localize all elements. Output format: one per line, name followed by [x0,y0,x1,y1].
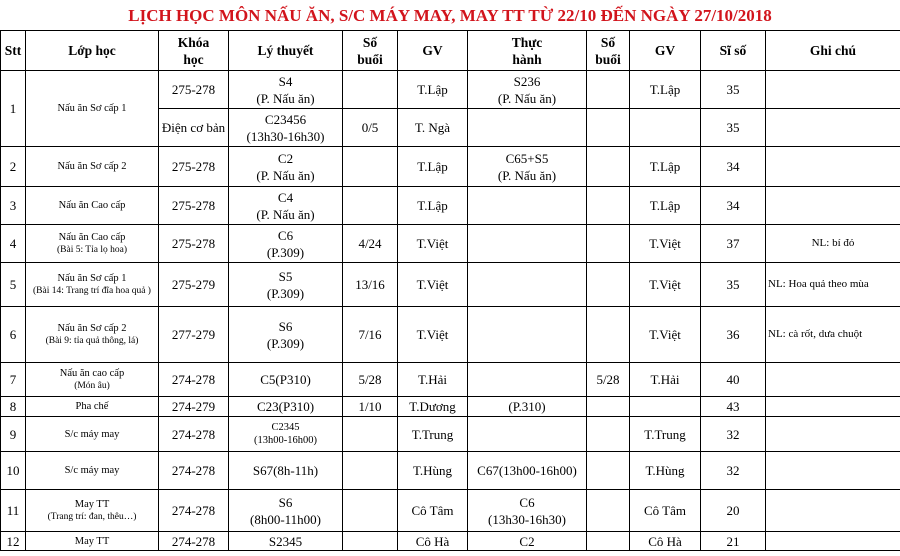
cell-thuc-hanh: C2 [468,532,587,551]
cell-lop-hoc: Pha chế [26,397,159,417]
cell-gv-th: T.Hải [630,363,701,397]
cell-gv-th [630,397,701,417]
cell-stt: 5 [1,263,26,307]
cell-thuc-hanh [468,363,587,397]
cell-si-so: 32 [701,452,766,490]
cell-gv-th: T.Hùng [630,452,701,490]
cell-ly-thuyet: C2 (P. Nấu ăn) [229,147,343,187]
cell-lop-hoc: Nấu ăn Sơ cấp 2 [26,147,159,187]
cell-gv-th: T.Lập [630,147,701,187]
header-gv-1: GV [398,31,468,71]
cell-si-so: 32 [701,417,766,452]
cell-thuc-hanh [468,263,587,307]
table-row [1,363,900,397]
cell-stt: 6 [1,307,26,363]
cell-lop-hoc: May TT [26,532,159,551]
header-lop-hoc: Lớp học [26,31,159,71]
cell-gv: T.Trung [398,417,468,452]
cell-ly-thuyet: C6 (P.309) [229,225,343,263]
cell-khoa-hoc: 275-278 [159,187,229,225]
cell-ly-thuyet: C23(P310) [229,397,343,417]
cell-gv-th: T.Lập [630,71,701,109]
cell-gv-th: T.Việt [630,307,701,363]
cell-ghi-chu [766,490,900,532]
cell-gv: T. Ngà [398,109,468,147]
cell-khoa-hoc: 274-278 [159,532,229,551]
cell-ghi-chu [766,417,900,452]
cell-so-buoi-th [587,452,630,490]
cell-so-buoi [343,417,398,452]
cell-ly-thuyet: S2345 [229,532,343,551]
header-gv-2: GV [630,31,701,71]
table-row [1,417,900,452]
cell-lop-hoc: Nấu ăn Sơ cấp 1 [26,71,159,147]
table-row [1,263,900,307]
cell-so-buoi [343,490,398,532]
header-stt: Stt [1,31,26,71]
cell-ly-thuyet: S6 (P.309) [229,307,343,363]
schedule-table [0,30,900,551]
cell-ghi-chu: NL: bí đỏ [766,225,900,263]
cell-gv: T.Lập [398,187,468,225]
cell-ly-thuyet: S5 (P.309) [229,263,343,307]
cell-ghi-chu [766,109,900,147]
cell-stt: 11 [1,490,26,532]
cell-lop-hoc: Nấu ăn Cao cấp [26,187,159,225]
cell-thuc-hanh [468,307,587,363]
cell-so-buoi-th [587,307,630,363]
cell-stt: 10 [1,452,26,490]
cell-lop-hoc: May TT (Trang trí: đan, thêu…) [26,490,159,532]
cell-ghi-chu [766,452,900,490]
cell-ly-thuyet: C23456 (13h30-16h30) [229,109,343,147]
cell-so-buoi-th [587,71,630,109]
cell-ghi-chu [766,397,900,417]
cell-gv: Cô Tâm [398,490,468,532]
header-ly-thuyet: Lý thuyết [229,31,343,71]
cell-si-so: 20 [701,490,766,532]
cell-si-so: 40 [701,363,766,397]
cell-ly-thuyet: C4 (P. Nấu ăn) [229,187,343,225]
cell-so-buoi-th [587,417,630,452]
cell-so-buoi-th [587,490,630,532]
cell-khoa-hoc: 275-278 [159,147,229,187]
cell-ly-thuyet: C5(P310) [229,363,343,397]
cell-si-so: 34 [701,147,766,187]
cell-gv: T.Việt [398,263,468,307]
cell-thuc-hanh [468,225,587,263]
cell-ghi-chu [766,532,900,551]
cell-gv-th: Cô Hà [630,532,701,551]
cell-gv-th: T.Trung [630,417,701,452]
cell-so-buoi: 13/16 [343,263,398,307]
cell-so-buoi-th: 5/28 [587,363,630,397]
table-row [1,307,900,363]
cell-stt: 9 [1,417,26,452]
cell-gv-th: Cô Tâm [630,490,701,532]
cell-so-buoi [343,532,398,551]
cell-gv: T.Dương [398,397,468,417]
cell-khoa-hoc: 277-279 [159,307,229,363]
cell-so-buoi-th [587,147,630,187]
cell-stt: 3 [1,187,26,225]
cell-so-buoi-th [587,263,630,307]
cell-thuc-hanh: C67(13h00-16h00) [468,452,587,490]
header-khoa-hoc: Khóa học [159,31,229,71]
cell-ghi-chu: NL: Hoa quả theo mùa [766,263,900,307]
cell-ghi-chu [766,363,900,397]
cell-khoa-hoc: 274-278 [159,452,229,490]
cell-ghi-chu: NL: cà rốt, dưa chuột [766,307,900,363]
cell-lop-hoc: S/c máy may [26,452,159,490]
cell-gv: Cô Hà [398,532,468,551]
table-row [1,532,900,551]
cell-so-buoi-th [587,532,630,551]
cell-si-so: 36 [701,307,766,363]
cell-so-buoi-th [587,109,630,147]
cell-khoa-hoc: 275-278 [159,225,229,263]
cell-so-buoi [343,452,398,490]
cell-gv: T.Việt [398,307,468,363]
cell-gv: T.Lập [398,147,468,187]
cell-ghi-chu [766,71,900,109]
cell-thuc-hanh [468,417,587,452]
cell-thuc-hanh: C6 (13h30-16h30) [468,490,587,532]
table-row [1,147,900,187]
cell-khoa-hoc: 274-278 [159,490,229,532]
cell-so-buoi: 4/24 [343,225,398,263]
cell-si-so: 35 [701,71,766,109]
page-title: LỊCH HỌC MÔN NẤU ĂN, S/C MÁY MAY, MAY TT TỪ 22/10 ĐẾN NGÀY 27/10/2018 [128,6,772,25]
cell-ghi-chu [766,147,900,187]
cell-khoa-hoc: 274-278 [159,417,229,452]
cell-khoa-hoc: 274-279 [159,397,229,417]
header-ghi-chu: Ghi chú [766,31,900,71]
table-row [1,225,900,263]
header-row [1,31,900,71]
cell-gv: T.Lập [398,71,468,109]
cell-so-buoi: 1/10 [343,397,398,417]
cell-si-so: 35 [701,263,766,307]
cell-stt: 2 [1,147,26,187]
cell-khoa-hoc: 274-278 [159,363,229,397]
cell-gv-th: T.Việt [630,263,701,307]
header-si-so: Sĩ số [701,31,766,71]
cell-thuc-hanh: S236 (P. Nấu ăn) [468,71,587,109]
cell-lop-hoc: S/c máy may [26,417,159,452]
cell-stt: 12 [1,532,26,551]
table-row [1,452,900,490]
cell-ly-thuyet: C2345 (13h00-16h00) [229,417,343,452]
cell-gv-th: T.Việt [630,225,701,263]
cell-so-buoi [343,187,398,225]
cell-lop-hoc: Nấu ăn Sơ cấp 2 (Bài 9: tỉa quả thông, lá) [26,307,159,363]
table-row [1,397,900,417]
cell-so-buoi: 5/28 [343,363,398,397]
cell-si-so: 35 [701,109,766,147]
cell-si-so: 21 [701,532,766,551]
cell-thuc-hanh [468,187,587,225]
cell-so-buoi: 7/16 [343,307,398,363]
cell-gv: T.Hải [398,363,468,397]
cell-si-so: 34 [701,187,766,225]
cell-thuc-hanh: C65+S5 (P. Nấu ăn) [468,147,587,187]
cell-khoa-hoc: Điện cơ bản [159,109,229,147]
cell-lop-hoc: Nấu ăn Cao cấp (Bài 5: Tỉa lọ hoa) [26,225,159,263]
table-row [1,490,900,532]
table-row [1,71,900,109]
cell-lop-hoc: Nấu ăn cao cấp (Món âu) [26,363,159,397]
cell-so-buoi-th [587,397,630,417]
cell-so-buoi: 0/5 [343,109,398,147]
cell-khoa-hoc: 275-279 [159,263,229,307]
header-thuc-hanh: Thực hành [468,31,587,71]
cell-gv-th: T.Lập [630,187,701,225]
cell-stt: 8 [1,397,26,417]
cell-thuc-hanh: (P.310) [468,397,587,417]
header-so-buoi-1: Số buổi [343,31,398,71]
cell-stt: 7 [1,363,26,397]
cell-thuc-hanh [468,109,587,147]
cell-gv: T.Việt [398,225,468,263]
cell-stt: 1 [1,71,26,147]
header-so-buoi-2: Số buổi [587,31,630,71]
cell-gv-th [630,109,701,147]
cell-ly-thuyet: S6 (8h00-11h00) [229,490,343,532]
cell-ghi-chu [766,187,900,225]
cell-ly-thuyet: S67(8h-11h) [229,452,343,490]
cell-si-so: 37 [701,225,766,263]
cell-gv: T.Hùng [398,452,468,490]
cell-si-so: 43 [701,397,766,417]
cell-lop-hoc: Nấu ăn Sơ cấp 1 (Bài 14: Trang trí đĩa hoa quả ) [26,263,159,307]
cell-ly-thuyet: S4 (P. Nấu ăn) [229,71,343,109]
cell-so-buoi-th [587,187,630,225]
cell-so-buoi [343,147,398,187]
cell-stt: 4 [1,225,26,263]
cell-khoa-hoc: 275-278 [159,71,229,109]
table-row [1,187,900,225]
cell-so-buoi [343,71,398,109]
cell-so-buoi-th [587,225,630,263]
